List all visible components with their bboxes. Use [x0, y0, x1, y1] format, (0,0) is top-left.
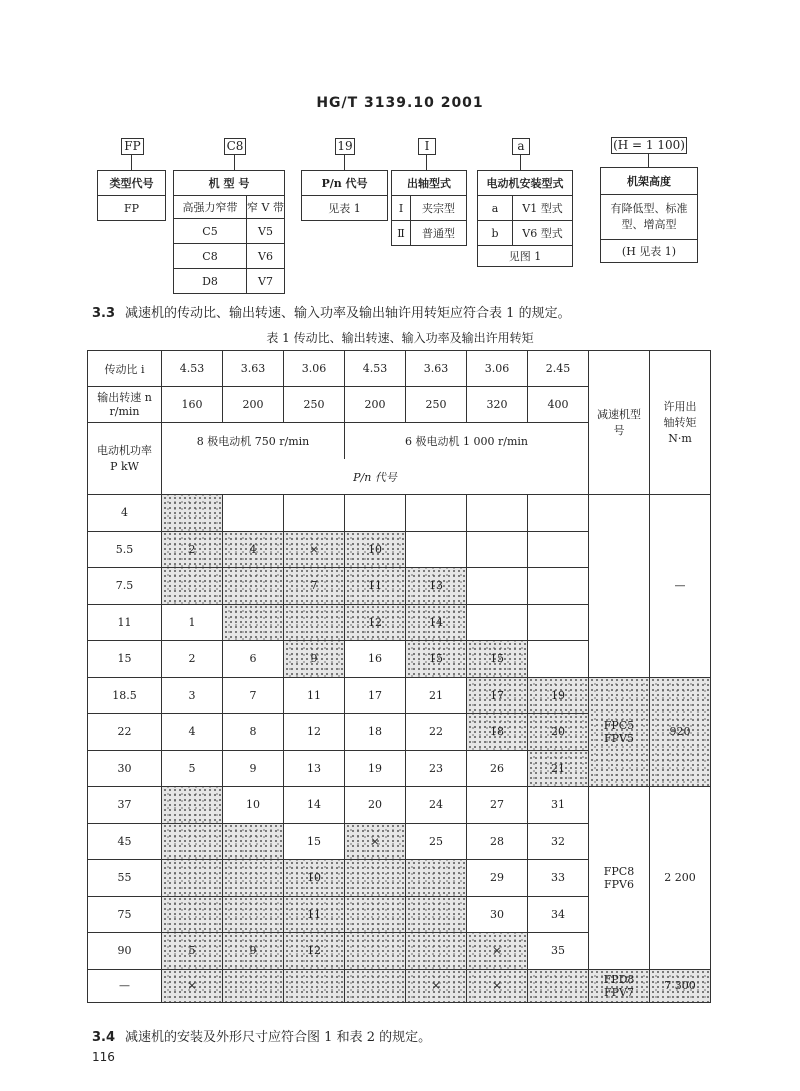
type-code-table: [97, 170, 166, 221]
pn-code-cell: [223, 604, 284, 641]
type-code-value: FP: [98, 196, 166, 221]
torque-cell: 2 200: [650, 787, 711, 970]
power-cell: 15: [88, 641, 162, 678]
shaft-code: I: [392, 196, 411, 221]
model-cell: C8: [174, 244, 247, 269]
torque-cell: 920: [650, 677, 711, 787]
pn-code-cell: 25: [406, 823, 467, 860]
pn-code-cell: ×: [467, 933, 528, 970]
clause-text: 减速机的传动比、输出转速、输入功率及输出轴许用转矩应符合表 1 的规定。: [125, 306, 571, 321]
pn-code-cell: 5: [162, 750, 223, 787]
pn-code-cell: [528, 641, 589, 678]
pn-code-cell: 15: [406, 641, 467, 678]
speed-cell: 400: [528, 387, 589, 423]
pn-code-cell: 12: [284, 933, 345, 970]
pn-code-cell: [223, 568, 284, 605]
pn-code-cell: [162, 896, 223, 933]
code-19: 19: [335, 138, 355, 155]
pn-code-cell: 33: [528, 860, 589, 897]
code-c8: C8: [224, 138, 246, 155]
pn-code-cell: 17: [467, 677, 528, 714]
reducer-model-cell: FPC8 FPV6: [589, 787, 650, 970]
pn-code-cell: [406, 495, 467, 532]
pn-code-cell: [162, 568, 223, 605]
pn-code-cell: 13: [284, 750, 345, 787]
pn-code-cell: 30: [467, 896, 528, 933]
shaft-type-header: 出轴型式: [392, 171, 467, 196]
torque-label: 许用出轴转矩 N·m: [650, 351, 711, 495]
pn-code-cell: [406, 933, 467, 970]
pn-code-cell: [284, 969, 345, 1002]
power-cell: 5.5: [88, 531, 162, 568]
speed-label: 输出转速 n r/min: [88, 387, 162, 423]
pn-code-cell: 20: [345, 787, 406, 824]
speed-cell: 250: [406, 387, 467, 423]
power-cell: 45: [88, 823, 162, 860]
pn-code-cell: 19: [528, 677, 589, 714]
model-cell: V6: [247, 244, 285, 269]
code-fp: FP: [121, 138, 144, 155]
pn-code-cell: 27: [467, 787, 528, 824]
pn-code-cell: [345, 969, 406, 1002]
pn-code-cell: 11: [345, 568, 406, 605]
pn-code-cell: 14: [406, 604, 467, 641]
speed-cell: 200: [223, 387, 284, 423]
ratio-cell: 3.06: [284, 351, 345, 387]
pn-code-cell: 34: [528, 896, 589, 933]
pn-code-cell: [223, 969, 284, 1002]
pn-code-cell: 21: [406, 677, 467, 714]
pn-code-cell: 23: [406, 750, 467, 787]
pn-code-cell: [345, 495, 406, 532]
pn-code-cell: [223, 896, 284, 933]
power-label: 电动机功率 P kW: [88, 423, 162, 495]
ratio-cell: 2.45: [528, 351, 589, 387]
pn-code-cell: 12: [284, 714, 345, 751]
pn-code-cell: [467, 495, 528, 532]
power-cell: 18.5: [88, 677, 162, 714]
pn-code-cell: [528, 568, 589, 605]
pn-code-cell: 35: [528, 933, 589, 970]
ratio-speed-power-table: [87, 350, 711, 1003]
reducer-model-cell: FPD8 FPV7: [589, 969, 650, 1002]
pn-code-cell: 4: [223, 531, 284, 568]
shaft-desc: 夹宗型: [411, 196, 467, 221]
model-cell: D8: [174, 269, 247, 294]
pn-code-cell: 12: [345, 604, 406, 641]
clause-text: 减速机的安装及外形尺寸应符合图 1 和表 2 的规定。: [125, 1030, 432, 1045]
shaft-type-table: [391, 170, 467, 246]
pn-code-cell: [162, 860, 223, 897]
pn-code-cell: [528, 495, 589, 532]
power-cell: 11: [88, 604, 162, 641]
pn-code-cell: ×: [162, 969, 223, 1002]
power-cell: 55: [88, 860, 162, 897]
code-height: (H = 1 100): [611, 137, 687, 154]
pn-code-cell: 32: [528, 823, 589, 860]
pn-code-cell: 13: [406, 568, 467, 605]
pn-code-cell: [223, 860, 284, 897]
pn-code-cell: 4: [162, 714, 223, 751]
pn-code-cell: 26: [467, 750, 528, 787]
model-code-table: [173, 170, 285, 294]
power-cell: 75: [88, 896, 162, 933]
ratio-label: 传动比 i: [88, 351, 162, 387]
model-code-header: 机 型 号: [174, 171, 285, 196]
pn-code-cell: 14: [284, 787, 345, 824]
pn-code-cell: [406, 896, 467, 933]
frame-height-header: 机架高度: [601, 168, 698, 195]
pn-code-cell: [467, 568, 528, 605]
pn-code-cell: 2: [162, 641, 223, 678]
pn-code-cell: 21: [528, 750, 589, 787]
pn-code-cell: 9: [284, 641, 345, 678]
pn-code-cell: 11: [284, 677, 345, 714]
pn-code-cell: 9: [223, 750, 284, 787]
pn-code-cell: 7: [223, 677, 284, 714]
pn-code-cell: 28: [467, 823, 528, 860]
pn-code-cell: [528, 531, 589, 568]
code-mount: a: [512, 138, 530, 155]
pn-code-cell: 10: [284, 860, 345, 897]
pn-code-cell: ×: [406, 969, 467, 1002]
pn-code-cell: [223, 823, 284, 860]
pn-code-cell: 3: [162, 677, 223, 714]
pn-code-cell: [467, 604, 528, 641]
pn-code-cell: 16: [345, 641, 406, 678]
clause-3-3: [92, 302, 571, 321]
power-cell: 4: [88, 495, 162, 532]
speed-cell: 320: [467, 387, 528, 423]
pn-code-cell: [345, 896, 406, 933]
ratio-cell: 3.06: [467, 351, 528, 387]
pn-code-cell: [162, 495, 223, 532]
power-cell: —: [88, 969, 162, 1002]
pn-code-cell: 5: [162, 933, 223, 970]
pn-code-cell: [162, 787, 223, 824]
speed-cell: 160: [162, 387, 223, 423]
pn-code-cell: [162, 823, 223, 860]
pn-code-cell: ×: [284, 531, 345, 568]
pn-code-cell: 19: [345, 750, 406, 787]
pn-code-cell: [406, 860, 467, 897]
pn-code-cell: 6: [223, 641, 284, 678]
frame-height-note: (H 见表 1): [601, 240, 698, 263]
mount-note: 见图 1: [478, 246, 573, 267]
clause-number: 3.4: [92, 1030, 116, 1045]
page-number: 116: [92, 1050, 115, 1064]
model-cell: V5: [247, 219, 285, 244]
pn-code-cell: 9: [223, 933, 284, 970]
pn-code-cell: 8: [223, 714, 284, 751]
pn-code-cell: 1: [162, 604, 223, 641]
pn-code-cell: 18: [467, 714, 528, 751]
pn-code-cell: 18: [345, 714, 406, 751]
pn-code-cell: 7: [284, 568, 345, 605]
power-cell: 37: [88, 787, 162, 824]
mount-type-header: 电动机安装型式: [478, 171, 573, 196]
pn-code-header: P/n 代号: [302, 171, 388, 196]
pn-code-cell: 24: [406, 787, 467, 824]
clause-3-4: [92, 1026, 431, 1045]
model-label: 减速机型号: [589, 351, 650, 495]
pn-code-cell: [284, 495, 345, 532]
clause-number: 3.3: [92, 306, 116, 321]
pn-code-cell: 2: [162, 531, 223, 568]
power-cell: 90: [88, 933, 162, 970]
pn-code-cell: 31: [528, 787, 589, 824]
pn-code-cell: [345, 933, 406, 970]
power-cell: 7.5: [88, 568, 162, 605]
reducer-model-cell: [589, 495, 650, 678]
torque-cell: 7 300: [650, 969, 711, 1002]
shaft-code: Ⅱ: [392, 221, 411, 246]
pn-code-cell: [528, 969, 589, 1002]
table-caption: 表 1 传动比、输出转速、输入功率及输出许用转矩: [266, 331, 534, 345]
pn-code-cell: ×: [467, 969, 528, 1002]
shaft-desc: 普通型: [411, 221, 467, 246]
mount-desc: V1 型式: [513, 196, 573, 221]
pn-code-cell: 15: [284, 823, 345, 860]
frame-height-body: 有降低型、标准型、增高型: [601, 195, 698, 240]
pn-code-cell: 20: [528, 714, 589, 751]
type-code-header: 类型代号: [98, 171, 166, 196]
pn-code-cell: ×: [345, 823, 406, 860]
motor-6-pole: 6 极电动机 1 000 r/min: [345, 423, 589, 459]
ratio-cell: 4.53: [162, 351, 223, 387]
ratio-cell: 3.63: [223, 351, 284, 387]
model-cell: V7: [247, 269, 285, 294]
reducer-model-cell: FPC5 FPV5: [589, 677, 650, 787]
power-cell: 30: [88, 750, 162, 787]
pn-code-cell: [467, 531, 528, 568]
model-col-v-belt: 窄 V 带: [247, 196, 285, 219]
model-cell: C5: [174, 219, 247, 244]
pn-code-cell: 10: [223, 787, 284, 824]
pn-code-table: [301, 170, 388, 221]
pn-code-cell: [284, 604, 345, 641]
pn-code-cell: 10: [345, 531, 406, 568]
speed-cell: 250: [284, 387, 345, 423]
mount-type-table: [477, 170, 573, 267]
standard-header: HG/T 3139.10 2001: [316, 95, 484, 111]
torque-cell: —: [650, 495, 711, 678]
model-col-narrow-band: 高强力窄带: [174, 196, 247, 219]
ratio-cell: 4.53: [345, 351, 406, 387]
motor-8-pole: 8 极电动机 750 r/min: [162, 423, 345, 459]
pn-code-value: 见表 1: [302, 196, 388, 221]
pn-code-cell: [406, 531, 467, 568]
pn-code-cell: 29: [467, 860, 528, 897]
pn-code-cell: 22: [406, 714, 467, 751]
mount-code: a: [478, 196, 513, 221]
power-cell: 22: [88, 714, 162, 751]
pn-code-cell: 11: [284, 896, 345, 933]
mount-code: b: [478, 221, 513, 246]
pn-code-cell: [528, 604, 589, 641]
ratio-cell: 3.63: [406, 351, 467, 387]
speed-cell: 200: [345, 387, 406, 423]
pn-code-cell: 15: [467, 641, 528, 678]
pn-code-label: P/n 代号: [162, 459, 589, 495]
mount-desc: V6 型式: [513, 221, 573, 246]
code-shaft: I: [418, 138, 436, 155]
frame-height-table: [600, 167, 698, 263]
pn-code-cell: 17: [345, 677, 406, 714]
pn-code-cell: [345, 860, 406, 897]
pn-code-cell: [223, 495, 284, 532]
